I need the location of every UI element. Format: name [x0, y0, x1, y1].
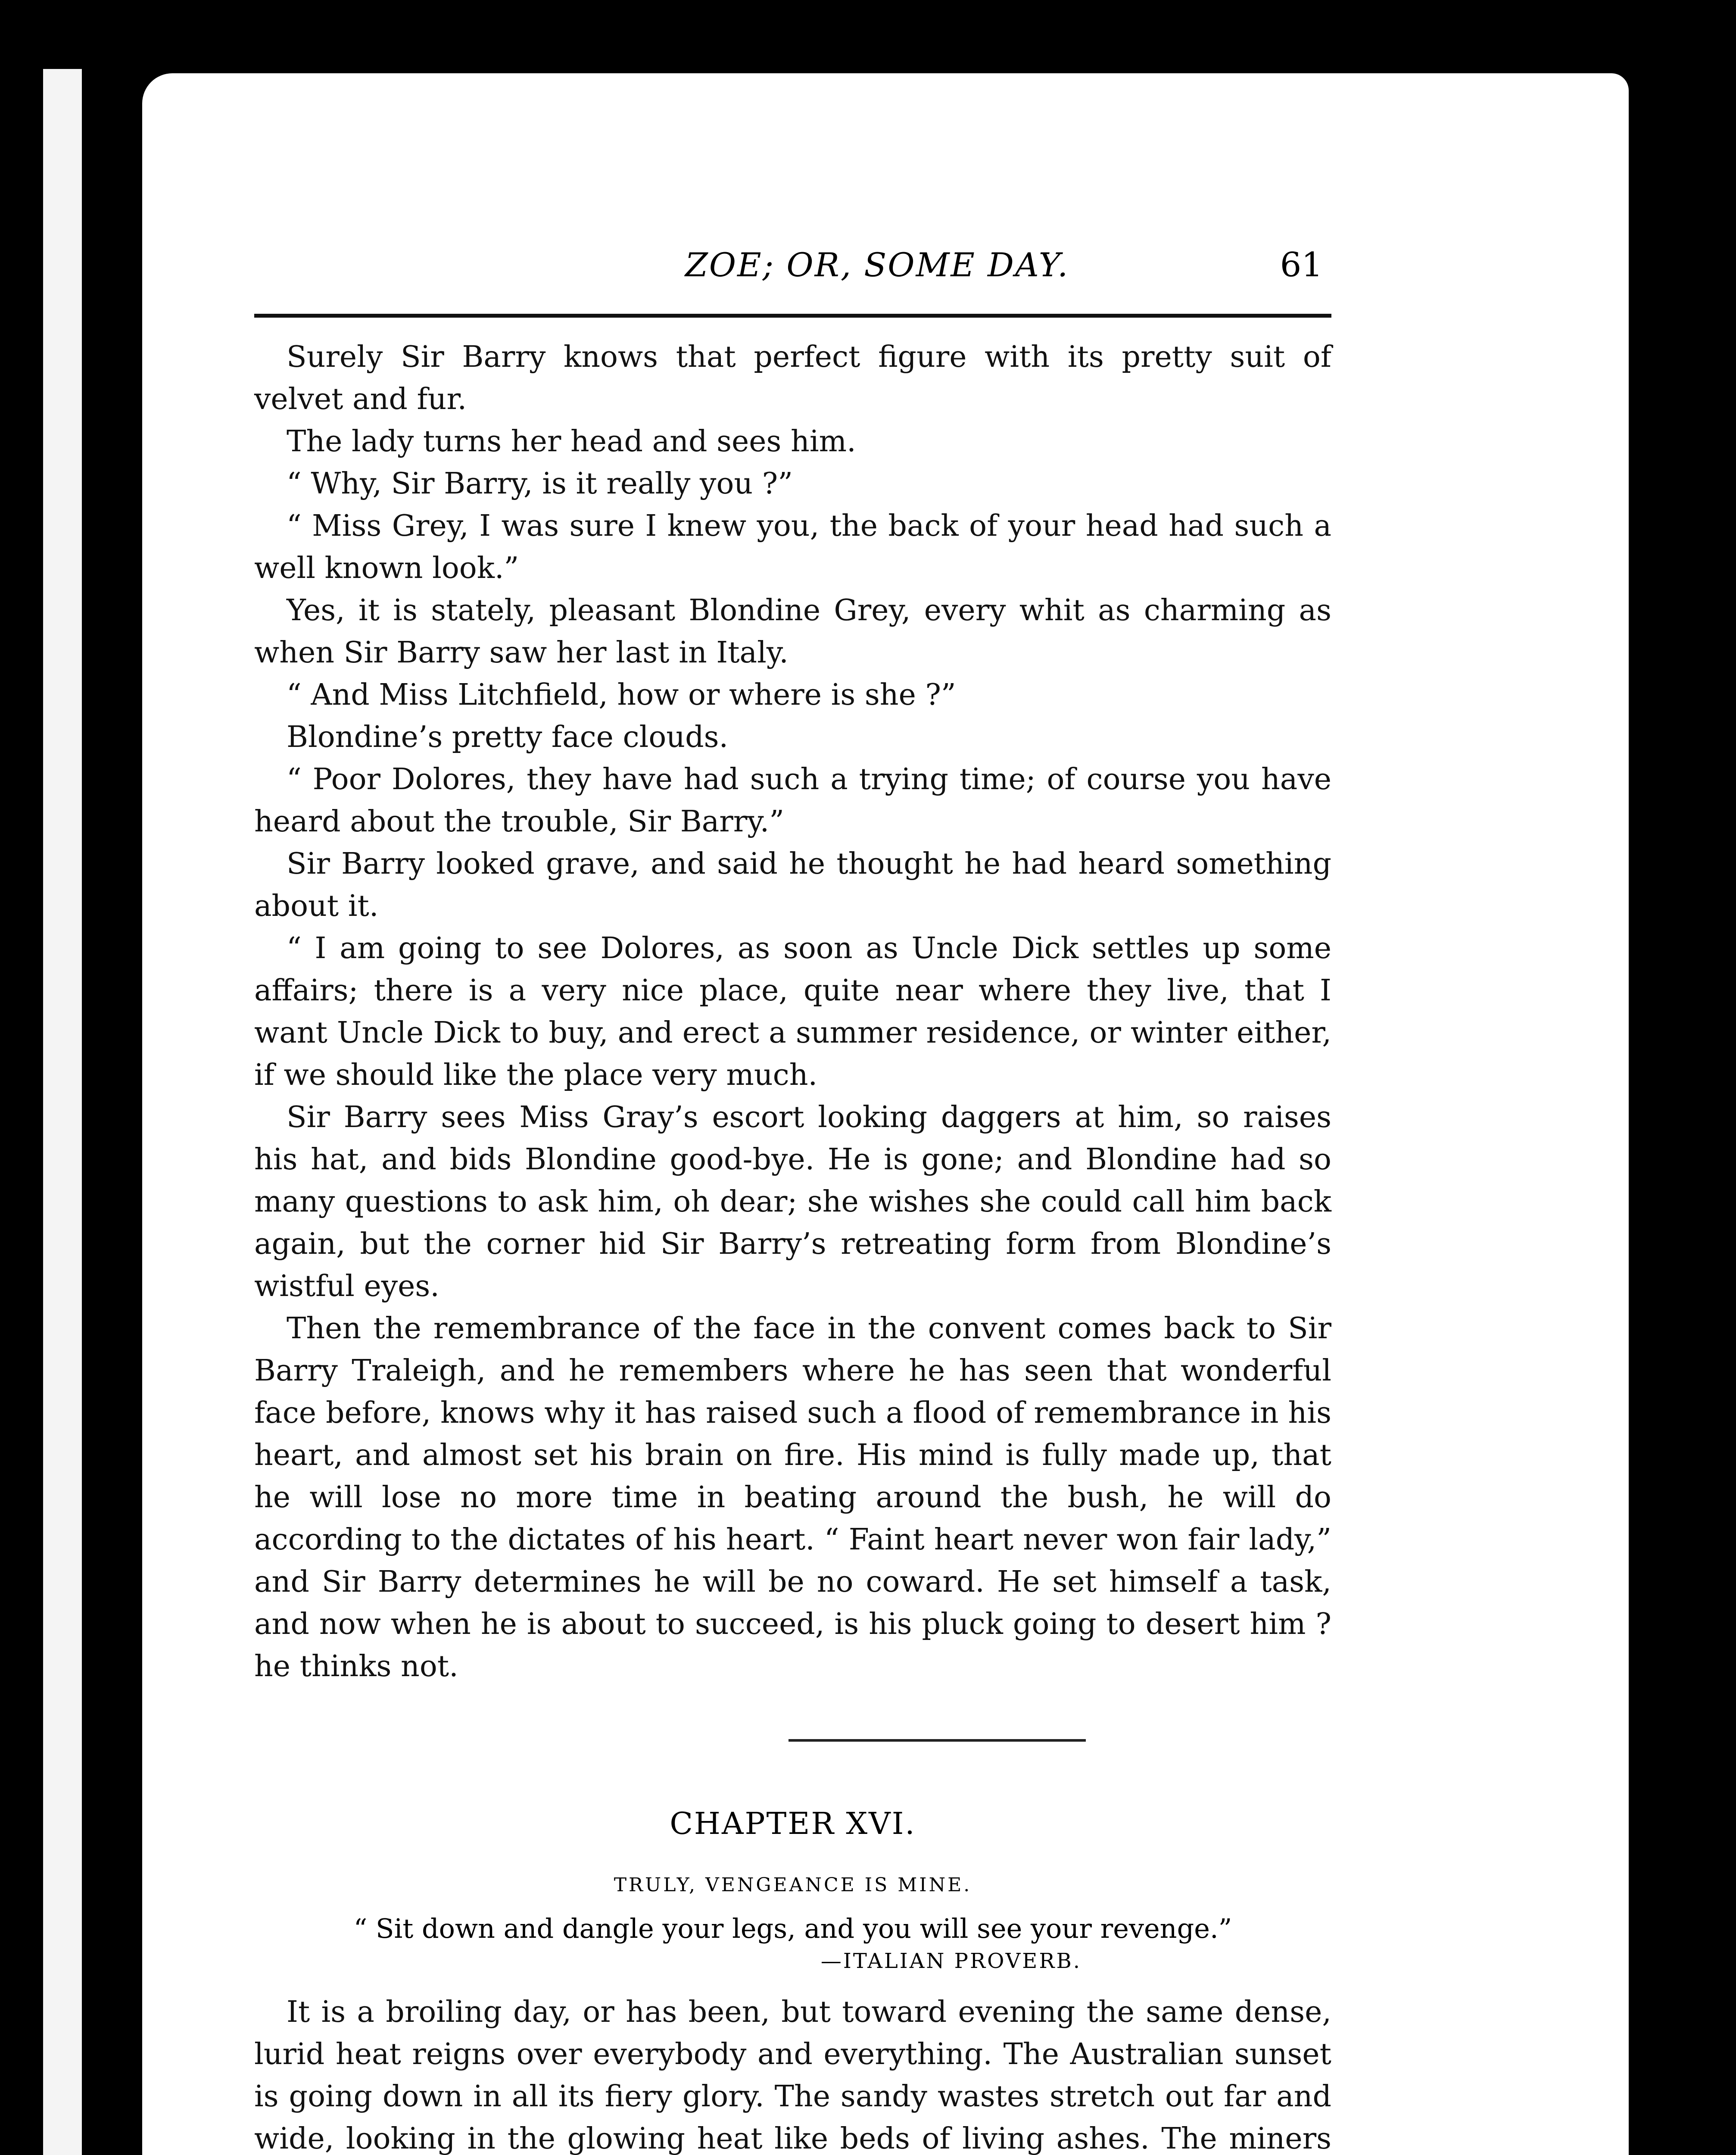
scan-margin	[43, 69, 82, 2155]
page-number: 61	[1280, 246, 1323, 284]
paragraph: Sir Barry looked grave, and said he thought he had heard something about it.	[254, 847, 1331, 923]
running-title: ZOE; OR, SOME DAY.	[685, 246, 1069, 284]
book-page	[142, 73, 1629, 2155]
paragraph: “ I am going to see Dolores, as soon as Uncle Dick settles up some affairs; there is a very nice place, quite near where they live, that I want Uncle Dick to buy, and erect a summer residence, or winter either, if we should like the place very much.	[254, 931, 1331, 1092]
chapter-subtitle: TRULY, VENGEANCE IS MINE.	[614, 1874, 972, 1896]
paragraph: Blondine’s pretty face clouds.	[287, 720, 729, 754]
body-text	[254, 336, 1331, 1688]
paragraph: “ Why, Sir Barry, is it really you ?”	[287, 467, 793, 501]
page-header	[254, 246, 1331, 302]
paragraph: “ Miss Grey, I was sure I knew you, the back of your head had such a well known look.”	[254, 509, 1331, 585]
header-rule	[254, 314, 1331, 318]
paragraph: It is a broiling day, or has been, but toward evening the same dense, lurid heat reigns over everybody and everything. The Australian sunset is going down in all its fiery glory. The sandy wastes stretch out far and wide, looking in the glowing heat like beds of living ashes. The miners	[254, 1995, 1331, 2155]
chapter-title: CHAPTER XVI.	[670, 1806, 916, 1841]
section-divider	[789, 1739, 1086, 1742]
paragraph: Surely Sir Barry knows that perfect figure with its pretty suit of velvet and fur.	[254, 340, 1331, 416]
paragraph: Sir Barry sees Miss Gray’s escort looking daggers at him, so raises his hat, and bids Blondine good-bye. He is gone; and Blondine had so many questions to ask him, oh dear; she wishes she could call him back again, but the corner hid Sir Barry’s retreating form from Blondine’s wistful eyes.	[254, 1100, 1331, 1303]
epigraph-source: —ITALIAN PROVERB.	[820, 1949, 1081, 1973]
paragraph: “ Poor Dolores, they have had such a trying time; of course you have heard about the trouble, Sir Barry.”	[254, 762, 1331, 839]
paragraph: The lady turns her head and sees him.	[287, 425, 856, 459]
paragraph: “ And Miss Litchfield, how or where is she ?”	[287, 678, 956, 712]
epigraph: “ Sit down and dangle your legs, and you will see your revenge.”	[353, 1913, 1232, 1944]
paragraph: Then the remembrance of the face in the convent comes back to Sir Barry Traleigh, and he remembers where he has seen that wonderful face before, knows why it has raised such a flood of remembrance in his heart, and almost set his brain on fire. His mind is fully made up, that he will lose no more time in beating around the bush, he will do according to the dictates of his heart. “ Faint heart never won fair lady,” and Sir Barry determines he will be no coward. He set himself a task, and now when he is about to succeed, is his pluck going to desert him ? he thinks not.	[254, 1312, 1331, 1683]
paragraph: Yes, it is stately, pleasant Blondine Grey, every whit as charming as when Sir Barry saw her last in Italy.	[254, 593, 1331, 670]
chapter-text	[254, 1991, 1331, 2155]
